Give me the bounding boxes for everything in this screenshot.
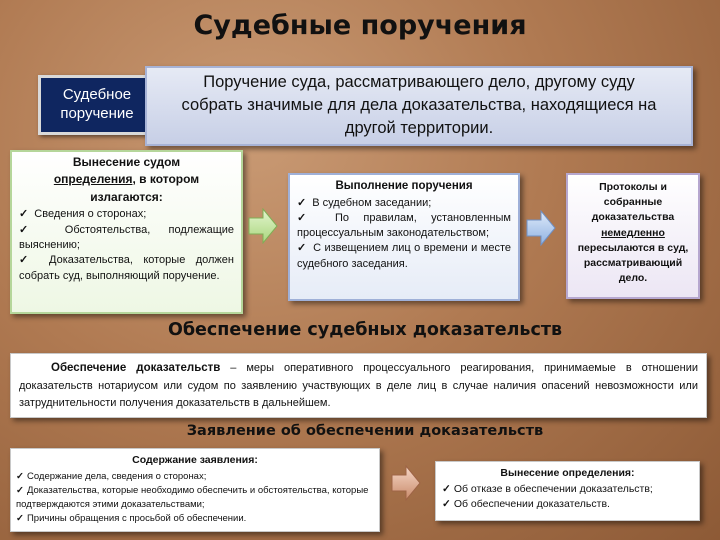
list-item-text: Содержание дела, сведения о сторонах;: [26, 471, 207, 483]
step3-text-underline: немедленно: [601, 226, 665, 239]
application-content-heading: Содержание заявления:: [132, 454, 258, 466]
section-heading-application: Заявление об обеспечении доказательств: [186, 423, 544, 439]
list-item-text: По правилам, установленным процессуальным законодательством;: [297, 212, 511, 240]
list-item: [297, 241, 511, 271]
ruling-box: [435, 461, 700, 521]
list-item: [297, 211, 511, 241]
ruling-heading: Вынесение определения:: [500, 467, 635, 479]
check-icon: ✓: [442, 498, 451, 511]
evidence-term: Обеспечение доказательств: [51, 362, 221, 374]
list-item-text: Доказательства, которые необходимо обеспечить и обстоятельства, которые подтверждаются этими доказательствами;: [16, 484, 369, 510]
step3-text-post: пересылаются в суд, рассматривающий дело.: [577, 241, 689, 285]
check-icon: ✓: [19, 223, 44, 236]
arrow-right-icon: [526, 210, 556, 246]
step1-head-post: , в котором излагаются:: [90, 172, 200, 204]
page-title: Судебные поручения: [193, 10, 527, 41]
evidence-text: – меры оперативного процессуального реагирования, принимаемые в отношении доказательств нотариусом или судом по заявлению участвующих в деле лиц в случае наличия опасений невозможности или затруднительности получения доказательств в дальнейшем.: [19, 362, 699, 409]
list-item-text: В судебном заседании;: [312, 196, 432, 209]
application-content-box: [10, 448, 380, 532]
list-item-text: Сведения о сторонах;: [34, 208, 147, 221]
check-icon: ✓: [297, 212, 318, 225]
list-item-text: Обстоятельства, подлежащие выяснению;: [19, 223, 235, 251]
list-item: [442, 482, 693, 497]
list-item: [19, 223, 234, 254]
step-execution-heading: Выполнение поручения: [335, 180, 473, 192]
step1-head-link: определения: [53, 172, 133, 187]
list-item-text: Об отказе в обеспечении доказательств;: [453, 483, 653, 496]
list-item: [442, 497, 693, 512]
list-item: [16, 512, 374, 526]
step3-text-pre: Протоколы и собранные доказательства: [591, 181, 675, 224]
check-icon: ✓: [16, 484, 24, 496]
list-item-text: Причины обращения с просьбой об обеспечении.: [26, 512, 247, 524]
check-icon: ✓: [19, 254, 36, 267]
arrow-right-icon: [391, 465, 421, 501]
step-issue-ruling-box: [10, 150, 243, 314]
check-icon: ✓: [442, 483, 451, 496]
check-icon: ✓: [297, 242, 307, 255]
arrow-right-icon: [248, 208, 278, 244]
list-item-text: С извещением лиц о времени и месте судебного заседания.: [297, 242, 511, 270]
list-item: [297, 196, 511, 211]
definition-tag: Судебное поручение: [38, 75, 156, 135]
definition-text: Поручение суда, рассматривающего дело, другому суду собрать значимые для дела доказательства, находящиеся на другой территории.: [145, 66, 693, 146]
list-item-text: Доказательства, которые должен собрать суд, выполняющий поручение.: [19, 254, 234, 282]
step1-head-pre: Вынесение судом: [72, 155, 181, 169]
list-item: [19, 253, 234, 284]
list-item-text: Об обеспечении доказательств.: [453, 498, 610, 511]
check-icon: ✓: [19, 208, 29, 221]
evidence-definition: [10, 353, 707, 418]
check-icon: ✓: [297, 196, 307, 209]
list-item: [16, 470, 374, 484]
list-item: [16, 484, 374, 512]
check-icon: ✓: [16, 512, 24, 524]
step-execution-box: [288, 173, 520, 301]
step-issue-ruling-heading: [19, 154, 234, 206]
section-heading-evidence: Обеспечение судебных доказательств: [167, 320, 563, 340]
check-icon: ✓: [16, 471, 24, 483]
step-forwarding-box: [566, 173, 700, 299]
list-item: [19, 207, 234, 222]
